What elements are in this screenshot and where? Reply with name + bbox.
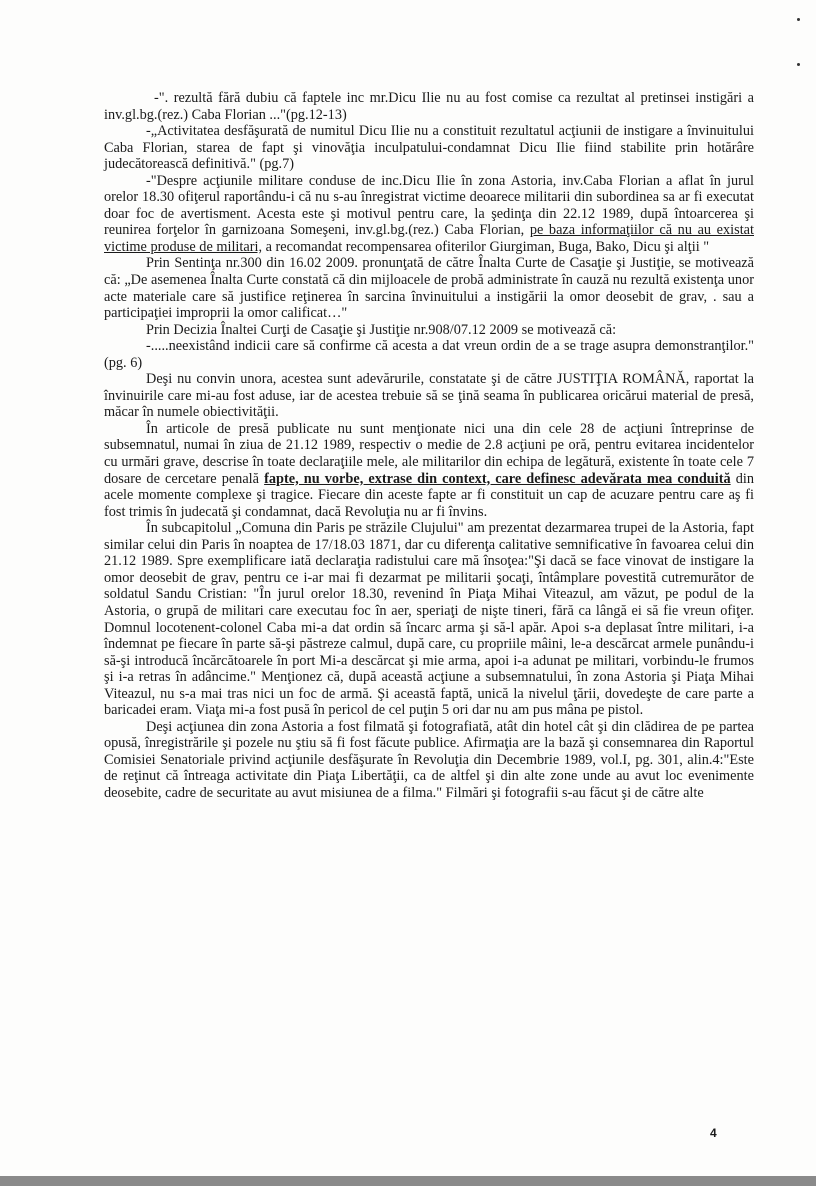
- paragraph: Prin Sentinţa nr.300 din 16.02 2009. pronunţată de către Înalta Curte de Casaţie şi Justiţie, se motivează că: „De asemenea Înalta Curte constată că din mijloacele de probă administrate în cauză nu rezultă existenţa unor acte materiale care să justifice reţinerea în sarcina învinuitului a instigării la omor deosebit de grav, . sau a participaţiei improprii la omor calificat…": [104, 255, 754, 322]
- paragraph: În subcapitolul „Comuna din Paris pe străzile Clujului" am prezentat dezarmarea trupei de la Astoria, fapt similar celui din Paris în noaptea de 17/18.03 1871, dar cu diferenţa calitative semnificative în favoarea celui din 21.12 1989. Spre exemplificare iată declaraţia radistului care mă însoţea:"Şi dacă se face vinovat de instigare la omor deosebit de grav, pentru ce i-ar mai fi dezarmat pe militarii şocaţi, întâmplare povestită cutremurător de soldatul Sandu Cristian: "În jurul orelor 18.30, revenind în Piaţa Mihai Viteazul, am văzut, pe podul de la Astoria, o grupă de militari care executau foc în aer, speriaţi de nişte tineri, fără ca lângă ei să fie vreun ofiţer. Domnul locotenent-colonel Caba mi-a dat ordin să încarc arma şi să-l apăr. Apoi s-a deplasat între militari, i-a îndemnat pe fiecare în parte să-şi păstreze calmul, după care, cu propriile mâini, le-a descărcat armele punându-i să-şi introducă încărcătoarele în port Mi-a descărcat şi mie arma, apoi i-a adunat pe militari, vorbindu-le frumos şi i-a retras în adâncime." Menţionez că, după această acţiune a subsemnatului, în zona Astoria şi Piaţa Mihai Viteazul, nu s-a mai tras nici un foc de armă. Şi această faptă, unică la nivelul ţării, dovedeşte de care parte a baricadei eram. Viaţa mi-a fost pusă în pericol de cel puţin 5 ori dar nu am pus mâna pe pistol.: [104, 520, 754, 719]
- paragraph: [104, 173, 754, 256]
- document-body: [104, 90, 754, 802]
- paragraph: Deşi nu convin unora, acestea sunt adevărurile, constatate şi de către JUSTIŢIA ROMÂNĂ, raportat la învinuirile care mi-au fost aduse, iar de acestea trebuie să se ţină seama în publicarea oricărui material de presă, măcar în numele obiectivităţii.: [104, 371, 754, 421]
- scan-bottom-edge: [0, 1176, 816, 1186]
- emphasized-text: fapte, nu vorbe, extrase din context, care definesc adevărata mea conduită: [264, 470, 731, 487]
- paragraph: -". rezultă fără dubiu că faptele inc mr.Dicu Ilie nu au fost comise ca rezultat al pretinsei instigări a inv.gl.bg.(rez.) Caba Florian ..."(pg.12-13): [104, 90, 754, 123]
- paragraph: -„Activitatea desfăşurată de numitul Dicu Ilie nu a constituit rezultatul acţiunii de instigare a învinuitului Caba Florian, starea de fapt şi vinovăţia inculpatului-condamnat Dicu Ilie fiind stabilite prin hotărâre judecătorească definitivă." (pg.7): [104, 123, 754, 173]
- page-number: 4: [710, 1126, 717, 1140]
- paragraph: Prin Decizia Înaltei Curţi de Casaţie şi Justiţie nr.908/07.12 2009 se motivează că:: [146, 321, 617, 338]
- paragraph-text: În articole de presă publicate nu sunt menţionate nici una din cele 28 de acţiuni întreprinse de subsemnatul, numai în ziua de 21.12 1989, respectiv o medie de 2.8 acţiuni pe oră, pentru evitarea incidentelor cu urmări grave, descrise în toate declaraţiile mele, ale militarilor din echipa de legătură, existente în toate cele 7 dosare de cercetare penală: [104, 420, 754, 487]
- paragraph: Deşi acţiunea din zona Astoria a fost filmată şi fotografiată, atât din hotel cât şi din clădirea de pe partea opusă, înregistrările şi pozele nu ştiu să fi fost făcute publice. Afirmaţia are la bază şi consemnarea din Raportul Comisiei Senatoriale privind acţiunile desfăşurate în Revoluţia din Decembrie 1989, vol.I, pg. 301, alin.4:"Este de reţinut că întreaga activitate din Piaţa Libertăţii, ca de altfel şi din alte zone unde au avut loc evenimente deosebite, cadre de securitate au avut misiunea de a filma." Filmări şi fotografii s-au făcut şi de către alte: [104, 718, 754, 801]
- scan-speck: [797, 18, 800, 21]
- underlined-text: pe baza informaţiilor că nu au existat victime produse de militari,: [104, 222, 754, 255]
- paragraph-text: din acele momente complexe şi tragice. Fiecare din aceste fapte ar fi constituit un cap de acuzare pentru care aş fi fost trimis în judecată şi condamnat, dacă Revoluţia nu ar fi învins.: [104, 470, 754, 520]
- scan-speck: [797, 63, 800, 66]
- paragraph-text: -"Despre acţiunile militare conduse de inc.Dicu Ilie în zona Astoria, inv.Caba Florian a aflat în jurul orelor 18.30 ofiţerul raportându-i că nu s-au înregistrat victime deoarece militarii din subordinea sa ar fi executat doar foc de avertisment. Acesta este şi motivul pentru care, la şedinţa din 22.12 1989, după întoarcerea şi reunirea forţelor în garnizoana Someşeni, inv.gl.bg.(rez.) Caba Florian,: [104, 172, 754, 239]
- paragraph: -.....neexistând indicii care să confirme că acesta a dat vreun ordin de a se trage asupra demonstranţilor." (pg. 6): [104, 338, 754, 371]
- paragraph: [104, 421, 754, 520]
- paragraph-text: a recomandat recompensarea ofiterilor Giurgiman, Buga, Bako, Dicu şi alţii ": [262, 238, 710, 255]
